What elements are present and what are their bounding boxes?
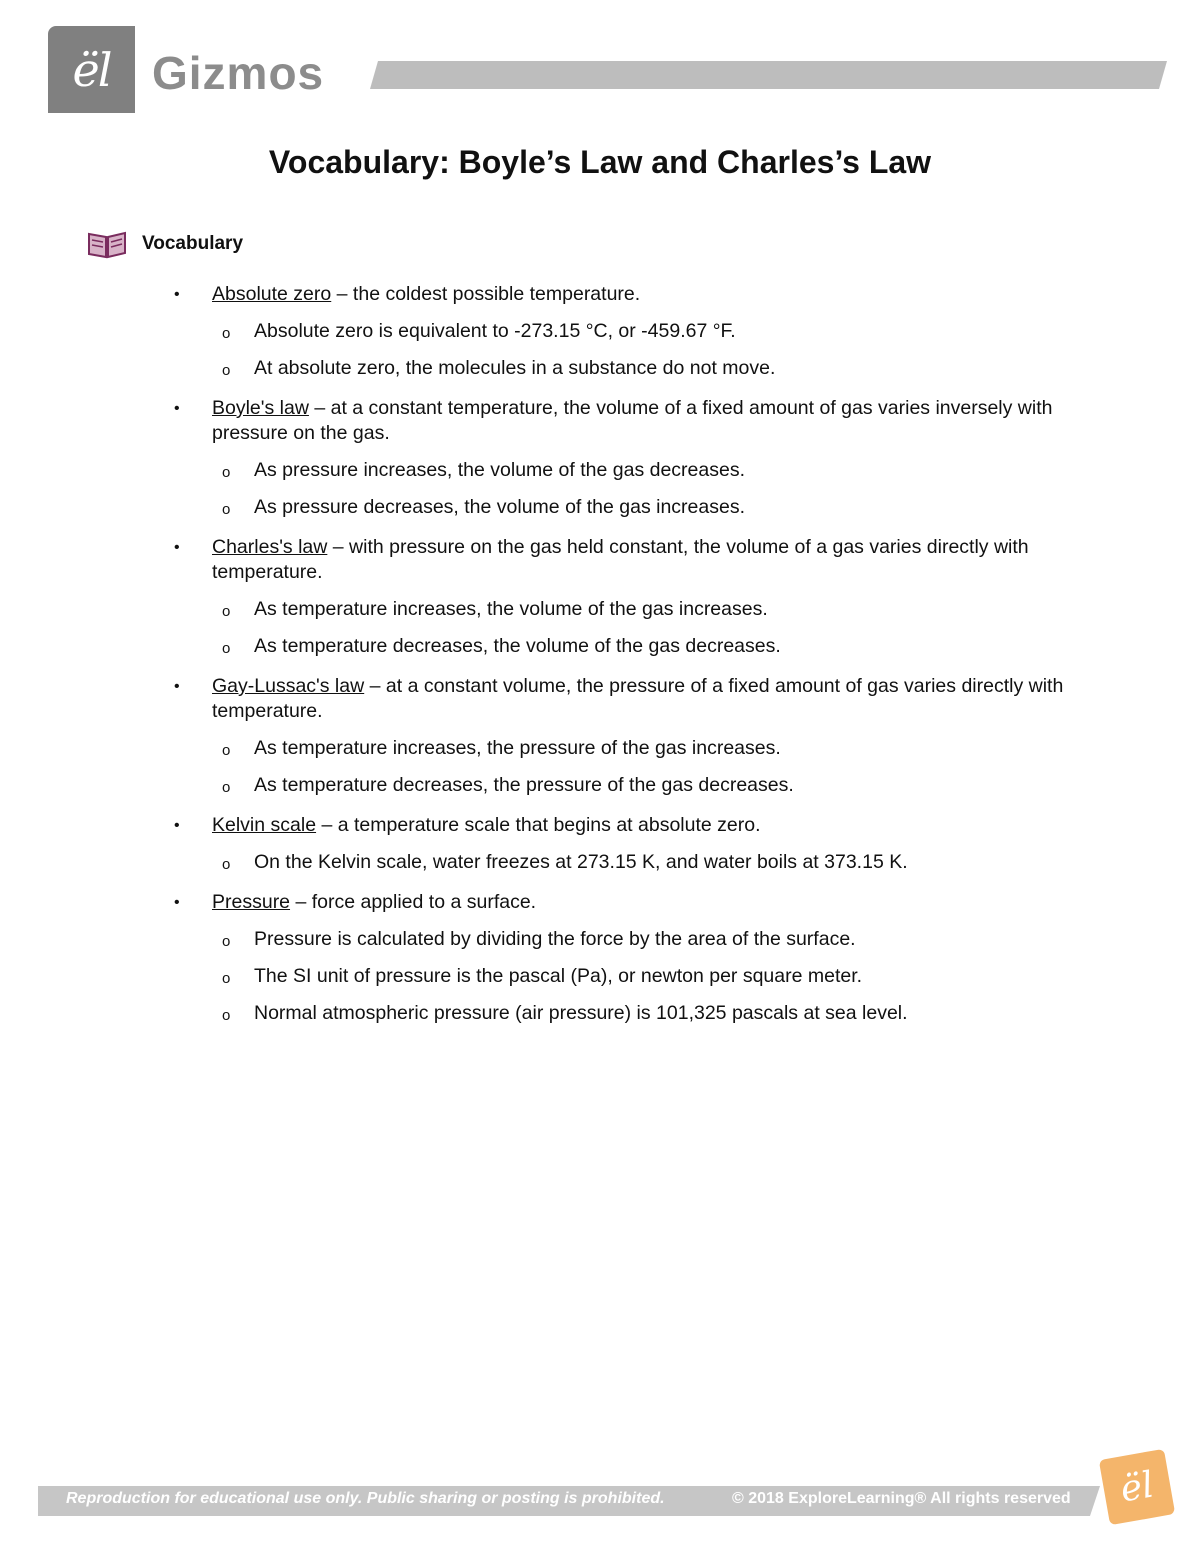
sub-bullet-icon: o <box>222 325 231 342</box>
bullet-icon: • <box>174 678 180 695</box>
explorelearning-footer-logo: ël <box>1099 1449 1175 1525</box>
vocab-note-text: As pressure increases, the volume of the gas decreases. <box>254 459 746 481</box>
section-label: Vocabulary <box>142 233 244 254</box>
sub-bullet-icon: o <box>222 779 231 796</box>
vocab-entry <box>170 396 1070 520</box>
vocab-term: Gay-Lussac's law <box>212 675 365 697</box>
vocabulary-list <box>170 282 1070 1041</box>
vocab-note <box>142 850 1070 875</box>
sub-bullet-icon: o <box>222 640 231 657</box>
vocab-note <box>142 1001 1070 1026</box>
header-bar <box>370 61 1167 89</box>
vocab-definition-line <box>212 674 1070 724</box>
bullet-icon: • <box>174 400 180 417</box>
vocab-definition: – at a constant temperature, the volume of a fixed amount of gas varies inversely with pressure on the gas. <box>212 397 1053 444</box>
vocab-note-text: On the Kelvin scale, water freezes at 273.15 K, and water boils at 373.15 K. <box>254 851 908 873</box>
vocab-note <box>142 927 1070 952</box>
vocab-entry <box>170 674 1070 798</box>
sub-bullet-icon: o <box>222 464 231 481</box>
vocab-entry <box>170 282 1070 381</box>
vocab-note <box>142 319 1070 344</box>
vocab-note-text: As temperature decreases, the volume of the gas decreases. <box>254 635 781 657</box>
bullet-icon: • <box>174 286 180 303</box>
vocab-note <box>142 356 1070 381</box>
footer-notice: Reproduction for educational use only. Public sharing or posting is prohibited. <box>66 1490 665 1507</box>
sub-bullet-icon: o <box>222 362 231 379</box>
book-icon <box>86 228 128 260</box>
gizmos-brand: Gizmos <box>152 47 325 99</box>
vocab-definition: – with pressure on the gas held constant, the volume of a gas varies directly with temperature. <box>212 536 1029 583</box>
vocab-note <box>142 634 1070 659</box>
vocab-note-text: As pressure decreases, the volume of the gas increases. <box>254 496 746 518</box>
vocab-note-text: At absolute zero, the molecules in a substance do not move. <box>254 357 776 379</box>
explorelearning-logo: ël <box>48 26 135 113</box>
section-heading <box>86 228 243 260</box>
vocab-entry <box>170 813 1070 875</box>
vocab-term: Absolute zero <box>212 283 332 305</box>
vocab-definition: – at a constant volume, the pressure of a fixed amount of gas varies directly with temperature. <box>212 675 1064 722</box>
sub-bullet-icon: o <box>222 603 231 620</box>
vocab-note <box>142 736 1070 761</box>
vocab-note <box>142 773 1070 798</box>
sub-bullet-icon: o <box>222 742 231 759</box>
sub-bullet-icon: o <box>222 501 231 518</box>
vocab-definition: – the coldest possible temperature. <box>331 283 641 305</box>
vocab-term: Charles's law <box>212 536 328 558</box>
vocab-definition-line <box>212 535 1070 585</box>
vocab-definition-line <box>212 813 1070 838</box>
vocab-note <box>142 964 1070 989</box>
vocab-definition: – a temperature scale that begins at absolute zero. <box>316 814 761 836</box>
bullet-icon: • <box>174 539 180 556</box>
vocab-term: Boyle's law <box>212 397 309 419</box>
sub-bullet-icon: o <box>222 933 231 950</box>
vocab-note-text: As temperature decreases, the pressure of the gas decreases. <box>254 774 794 796</box>
vocab-note-text: As temperature increases, the pressure of the gas increases. <box>254 737 781 759</box>
vocab-note-text: Pressure is calculated by dividing the force by the area of the surface. <box>254 928 856 950</box>
vocab-note-text: As temperature increases, the volume of the gas increases. <box>254 598 768 620</box>
page-header <box>0 0 1200 130</box>
vocab-entry <box>170 535 1070 659</box>
vocab-definition-line <box>212 282 1070 307</box>
sub-bullet-icon: o <box>222 856 231 873</box>
bullet-icon: • <box>174 894 180 911</box>
vocab-definition-line <box>212 890 1070 915</box>
vocab-note <box>142 597 1070 622</box>
vocab-note <box>142 458 1070 483</box>
vocab-note-text: Normal atmospheric pressure (air pressure) is 101,325 pascals at sea level. <box>254 1002 908 1024</box>
page-title: Vocabulary: Boyle’s Law and Charles’s Law <box>268 144 932 180</box>
vocab-note <box>142 495 1070 520</box>
sub-bullet-icon: o <box>222 970 231 987</box>
vocab-term: Kelvin scale <box>212 814 317 836</box>
vocab-definition-line <box>212 396 1070 446</box>
vocab-entry <box>170 890 1070 1026</box>
sub-bullet-icon: o <box>222 1007 231 1024</box>
footer-copyright: © 2018 ExploreLearning® All rights reserved <box>732 1490 1071 1507</box>
vocab-note-text: Absolute zero is equivalent to -273.15 °C, or -459.67 °F. <box>254 320 736 342</box>
vocab-note-text: The SI unit of pressure is the pascal (Pa), or newton per square meter. <box>254 965 863 987</box>
vocab-term: Pressure <box>212 891 291 913</box>
bullet-icon: • <box>174 817 180 834</box>
vocab-definition: – force applied to a surface. <box>290 891 537 913</box>
